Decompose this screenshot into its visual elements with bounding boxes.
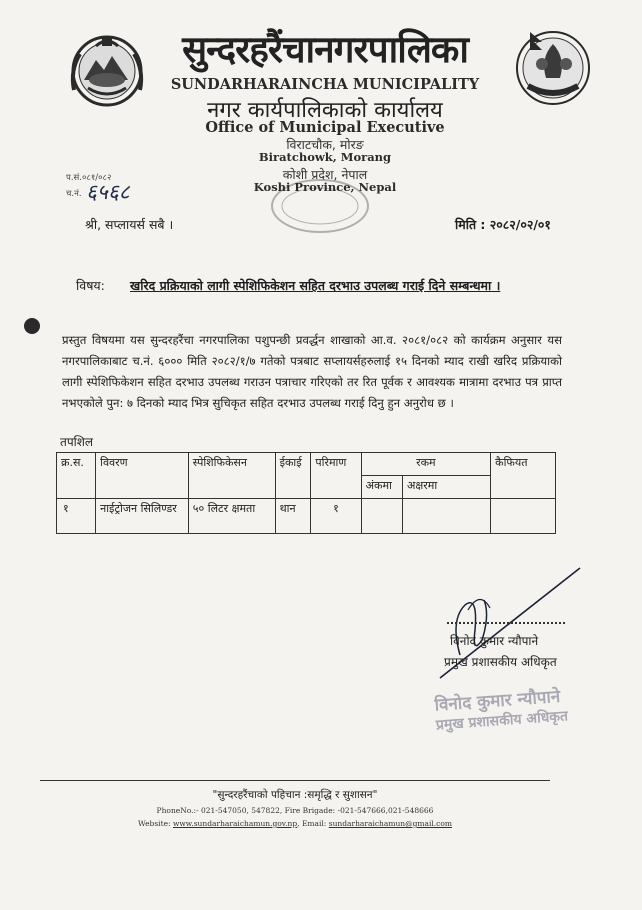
nepal-emblem-icon bbox=[66, 30, 148, 112]
location-english: Biratchowk, Morang bbox=[258, 150, 392, 164]
footer-motto: "सुन्दरहरैंचाको पहिचान :समृद्धि र सुशासन" bbox=[212, 789, 378, 801]
subject-label: विषय: bbox=[76, 278, 105, 293]
signatory-title: प्रमुख प्रशासकीय अधिकृत bbox=[444, 655, 557, 669]
letter-body: प्रस्तुत विषयमा यस सुन्दरहरैंचा नगरपालिका पशुपन्छी प्रवर्द्धन शाखाको आ.व. २०८१/०८२ को कार्यक्रम अनुसार यस नगरपालिकाबाट च.नं. ६००० मिति २०८२/१/७ गतेको पत्रबाट सप्लायर्सहरुलाई १५ दिनको म्याद राखी खरिद प्रक्रियाको लागी स्पेशिफिकेशन सहित दरभाउ उपलब्ध गराउन पत्राचार गरिएको तर रित पूर्वक र आवश्यक मात्रामा दरभाउ पत्र प्राप्त नभएकोले पुन: ७ दिनको म्याद भित्र सुचिकृत सहित दरभाउ उपलब्ध गराई दिनु हुन अनुरोध छ । bbox=[62, 333, 562, 410]
header-remarks: कैफियत bbox=[491, 453, 556, 499]
cell-quantity: १ bbox=[311, 499, 361, 534]
dispatch-number: ६५६८ bbox=[86, 180, 130, 204]
punch-hole bbox=[24, 318, 40, 334]
header-sn: क्र.स. bbox=[57, 453, 96, 499]
cell-unit: थान bbox=[275, 499, 311, 534]
municipality-title-devanagari: सुन्दरहरैंचानगरपालिका bbox=[182, 28, 468, 71]
header-description: विवरण bbox=[96, 453, 189, 499]
cell-in-figures bbox=[361, 499, 402, 534]
table-row bbox=[57, 499, 556, 534]
province-english: Koshi Province, Nepal bbox=[253, 180, 397, 194]
footer-phone: PhoneNo.:- 021-547050, 547822, Fire Brigade: -021-547666,021-548666 bbox=[156, 806, 434, 815]
header-in-figures: अंकमा bbox=[361, 476, 402, 499]
location-devanagari: विराटचौक, मोरङ bbox=[286, 137, 364, 152]
municipality-title-english: SUNDARHARAINCHA MUNICIPALITY bbox=[170, 76, 480, 93]
dispatch-label: च.नं. bbox=[66, 189, 82, 199]
signatory-name: विनोद कुमार न्यौपाने bbox=[450, 634, 539, 648]
recipient: श्री, सप्लायर्स सबै । bbox=[85, 217, 174, 232]
header-amount: रकम bbox=[361, 453, 491, 476]
footer-contact bbox=[40, 819, 550, 828]
cell-remarks bbox=[491, 499, 556, 534]
cell-sn: १ bbox=[57, 499, 96, 534]
cell-specification: ५० लिटर क्षमता bbox=[188, 499, 275, 534]
website-label: Website: bbox=[137, 819, 171, 828]
stamp-title: प्रमुख प्रशासकीय अधिकृत bbox=[435, 708, 569, 734]
header-in-words: अक्षरमा bbox=[403, 476, 491, 499]
header-quantity: परिमाण bbox=[311, 453, 361, 499]
office-title-devanagari: नगर कार्यपालिकाको कार्यालय bbox=[207, 98, 443, 123]
signature-stamp bbox=[434, 683, 569, 734]
province-devanagari: कोशी प्रदेश, नेपाल bbox=[282, 167, 368, 182]
office-title-english: Office of Municipal Executive bbox=[205, 119, 445, 136]
footer-divider bbox=[40, 780, 550, 781]
website-link[interactable]: www.sundarharaichamun.gov.np bbox=[172, 819, 298, 828]
letter-date bbox=[455, 216, 551, 233]
header-unit: ईकाई bbox=[275, 453, 311, 499]
email-label: , Email: bbox=[297, 819, 327, 828]
cell-in-words bbox=[403, 499, 491, 534]
email-link[interactable]: sundarharaichamun@gmail.com bbox=[328, 819, 453, 828]
items-table bbox=[56, 452, 556, 534]
reference-number: प.सं.०८१/०८२ bbox=[66, 173, 112, 183]
date-value: २०८२/०२/०१ bbox=[489, 217, 551, 232]
table-header-row bbox=[57, 453, 556, 476]
details-label: तपशिल bbox=[60, 435, 94, 449]
date-label: मिति : bbox=[455, 217, 486, 232]
cell-description: नाईट्रोजन सिलिण्डर bbox=[96, 499, 189, 534]
header-specification: स्पेशिफिकेसन bbox=[188, 453, 275, 499]
subject-text: खरिद प्रक्रियाको लागी स्पेशिफिकेशन सहित दरभाउ उपलब्ध गराई दिने सम्बन्धमा । bbox=[130, 278, 501, 293]
office-seal-stamp bbox=[268, 176, 372, 236]
municipality-logo-icon bbox=[512, 24, 594, 110]
stamp-name: विनोद कुमार न्यौपाने bbox=[433, 686, 561, 716]
signature-line bbox=[447, 622, 565, 624]
